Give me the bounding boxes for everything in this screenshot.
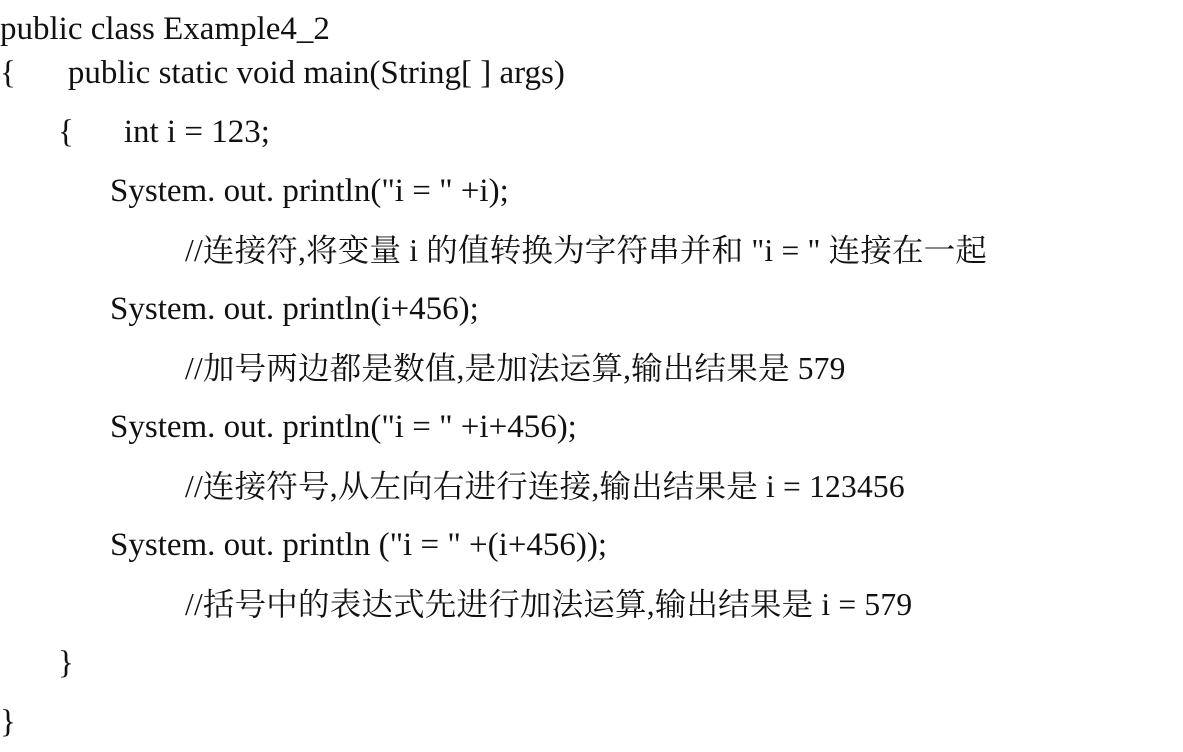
println-concat-text: System. out. println("i = " +i); [110,173,509,209]
code-line-main-method [0,44,565,103]
method-open-brace: { [58,114,74,150]
code-comment-left-to-right-explanation [185,457,905,516]
println-parentheses-text: System. out. println ("i = " +(i+456)); [110,527,608,563]
code-line-println-parentheses [110,516,607,575]
int-declaration-text: int i = 123; [123,114,270,150]
code-line-class-close [0,693,16,752]
code-comment-parentheses-explanation [185,575,912,634]
concat-comment-text: //连接符,将变量 i 的值转换为字符串并和 "i = " 连接在一起 [185,232,988,268]
code-line-int-declaration [58,103,270,162]
parentheses-comment-text: //括号中的表达式先进行加法运算,输出结果是 i = 579 [185,586,913,622]
code-line-println-concat [110,162,509,221]
code-line-println-left-to-right [110,398,577,457]
code-comment-concat-explanation [185,221,987,280]
code-line-method-close [58,634,74,693]
left-to-right-comment-text: //连接符号,从左向右进行连接,输出结果是 i = 123456 [185,468,905,504]
println-left-to-right-text: System. out. println("i = " +i+456); [110,409,577,445]
code-line-println-sum [110,280,479,339]
println-sum-text: System. out. println(i+456); [110,291,479,327]
class-declaration-text: public class Example4_2 [0,11,330,47]
class-open-brace: { [0,55,16,91]
code-comment-sum-explanation [185,339,846,398]
main-method-signature: public static void main(String[ ] args) [67,55,565,91]
class-close-brace: } [0,704,16,740]
sum-comment-text: //加号两边都是数值,是加法运算,输出结果是 579 [185,350,846,386]
method-close-brace: } [58,645,74,681]
